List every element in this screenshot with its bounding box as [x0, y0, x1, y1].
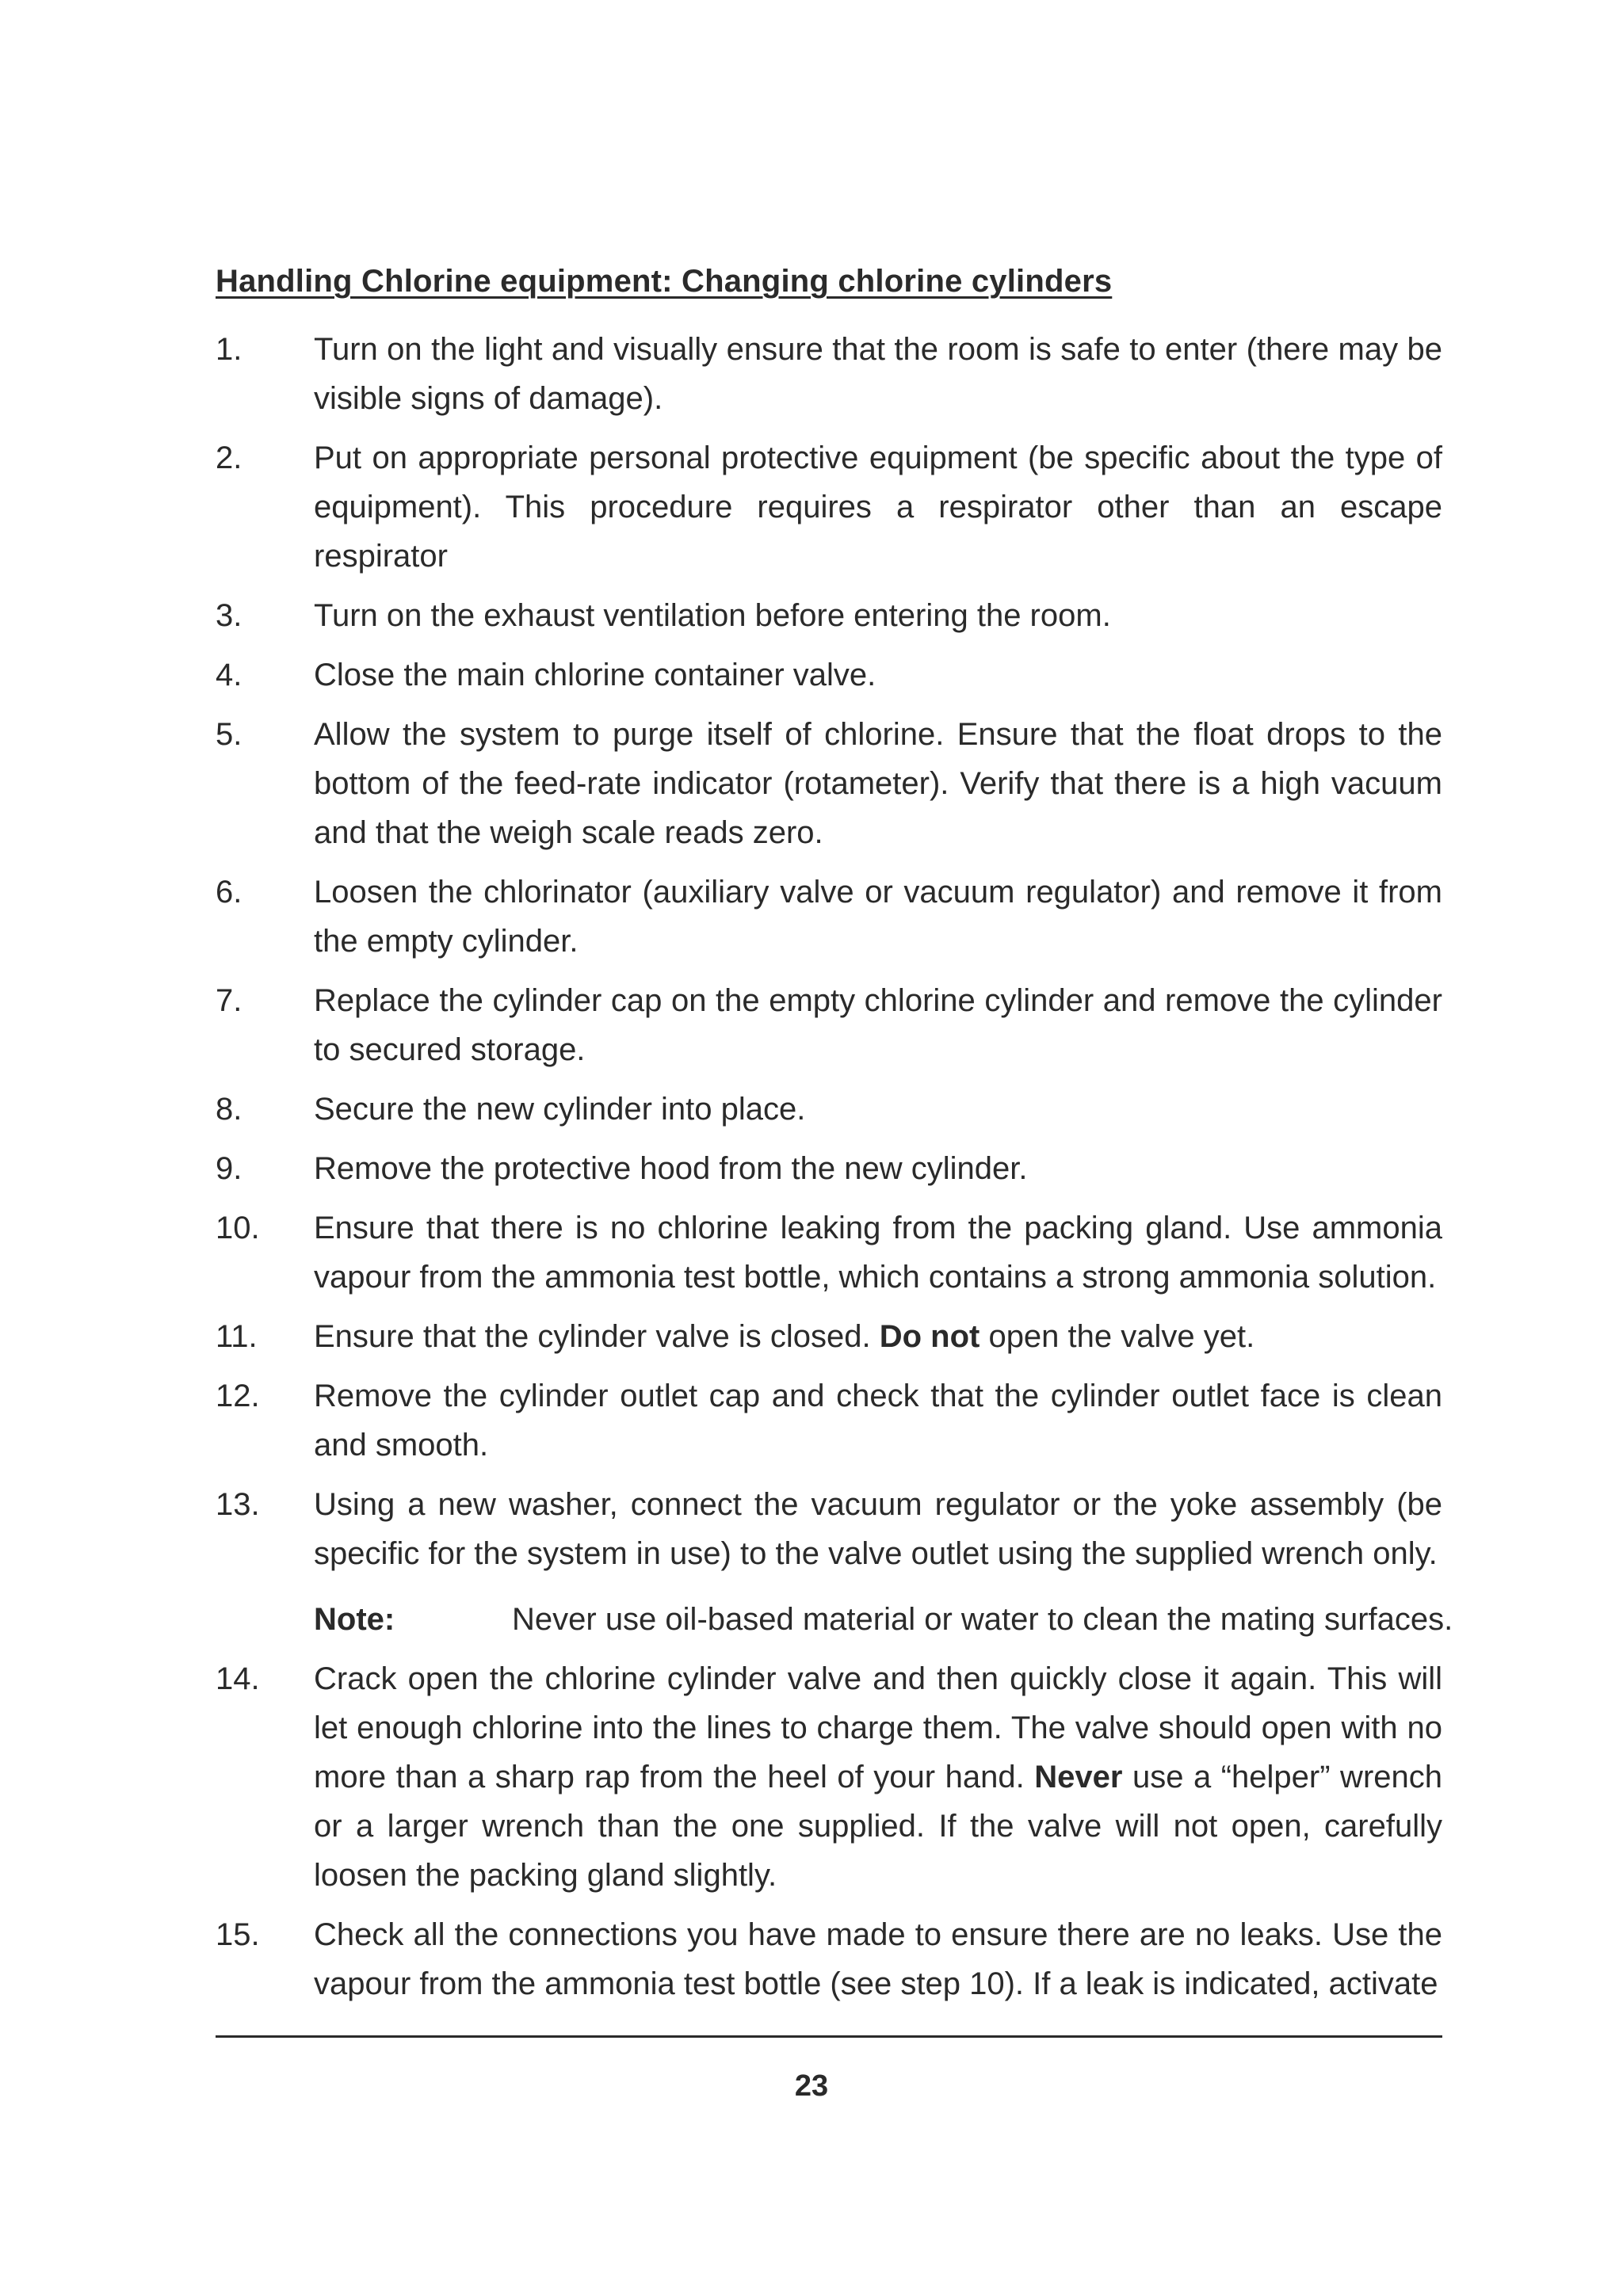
- step-text-part: Crack open the chlorine cylinder valve and then quickly close it again. This will let enough chlorine into the lines to charge them. The valve should open with no more than a sharp rap from the heel of your hand.: [314, 1661, 1442, 1794]
- list-item: [216, 433, 1442, 581]
- step-text-part: use a “helper” wrench or a larger wrench than the one supplied. If the valve will not open, carefully loosen the packing gland slightly.: [314, 1760, 1442, 1893]
- list-item: [216, 1371, 1442, 1470]
- list-item: [216, 1312, 1442, 1361]
- step-number: 1.: [216, 332, 242, 367]
- step-text: [314, 1312, 1442, 1361]
- step-text: [314, 1654, 1442, 1900]
- step-text: Remove the cylinder outlet cap and check that the cylinder outlet face is clean and smooth.: [314, 1379, 1442, 1463]
- step-text: Turn on the light and visually ensure that the room is safe to enter (there may be visible signs of damage).: [314, 332, 1442, 416]
- step-number: 8.: [216, 1092, 242, 1127]
- note-block: [314, 1595, 1453, 1644]
- list-item: [216, 1654, 1442, 1900]
- step-text: Put on appropriate personal protective equipment (be specific about the type of equipment). This procedure requires a respirator other than an escape respirator: [314, 441, 1442, 574]
- list-item: [216, 868, 1442, 966]
- steps-list: [216, 325, 1453, 2019]
- list-item: [216, 650, 1442, 700]
- step-number: 6.: [216, 875, 242, 910]
- step-number: 12.: [216, 1379, 260, 1413]
- step-number: 10.: [216, 1211, 260, 1245]
- step-text: Check all the connections you have made to ensure there are no leaks. Use the vapour from the ammonia test bottle (see step 10). If a leak is indicated, activate: [314, 1917, 1442, 2001]
- step-text: Close the main chlorine container valve.: [314, 658, 876, 692]
- list-item: [216, 1480, 1442, 1578]
- list-item: [216, 1203, 1442, 1302]
- step-number: 3.: [216, 598, 242, 633]
- step-number: 2.: [216, 441, 242, 475]
- note-text: Never use oil-based material or water to clean the mating surfaces.: [512, 1602, 1453, 1637]
- list-item: [216, 591, 1442, 640]
- list-item: [216, 1144, 1442, 1193]
- list-item: [216, 1085, 1442, 1134]
- list-item: [216, 325, 1442, 423]
- page-number: 23: [794, 2069, 829, 2103]
- note-label: Note:: [314, 1602, 395, 1637]
- emphasis-text: Never: [1034, 1760, 1123, 1794]
- footer-divider: [216, 2035, 1442, 2038]
- step-text: Remove the protective hood from the new cylinder.: [314, 1151, 1028, 1186]
- step-number: 7.: [216, 983, 242, 1018]
- step-text-part: Ensure that the cylinder valve is closed.: [314, 1319, 880, 1354]
- step-text: Turn on the exhaust ventilation before entering the room.: [314, 598, 1111, 633]
- step-number: 5.: [216, 717, 242, 752]
- step-text: Using a new washer, connect the vacuum regulator or the yoke assembly (be specific for the system in use) to the valve outlet using the supplied wrench only.: [314, 1487, 1442, 1571]
- section-heading: Handling Chlorine equipment: Changing chlorine cylinders: [216, 264, 1113, 299]
- step-text: Ensure that there is no chlorine leaking from the packing gland. Use ammonia vapour from the ammonia test bottle, which contains a strong ammonia solution.: [314, 1211, 1442, 1295]
- step-number: 14.: [216, 1661, 260, 1696]
- step-text: Secure the new cylinder into place.: [314, 1092, 806, 1127]
- step-number: 15.: [216, 1917, 260, 1952]
- step-text-part: open the valve yet.: [980, 1319, 1255, 1354]
- step-number: 13.: [216, 1487, 260, 1522]
- step-text: Allow the system to purge itself of chlorine. Ensure that the float drops to the bottom of the feed-rate indicator (rotameter). Verify that there is a high vacuum and that the weigh scale reads zero.: [314, 717, 1442, 850]
- emphasis-text: Do not: [879, 1319, 980, 1354]
- list-item: [216, 1910, 1442, 2008]
- step-number: 11.: [216, 1319, 258, 1354]
- step-number: 4.: [216, 658, 242, 692]
- step-text: Loosen the chlorinator (auxiliary valve or vacuum regulator) and remove it from the empty cylinder.: [314, 875, 1442, 959]
- list-item: [216, 976, 1442, 1074]
- step-text: Replace the cylinder cap on the empty chlorine cylinder and remove the cylinder to secured storage.: [314, 983, 1442, 1067]
- step-number: 9.: [216, 1151, 242, 1186]
- list-item: [216, 710, 1442, 857]
